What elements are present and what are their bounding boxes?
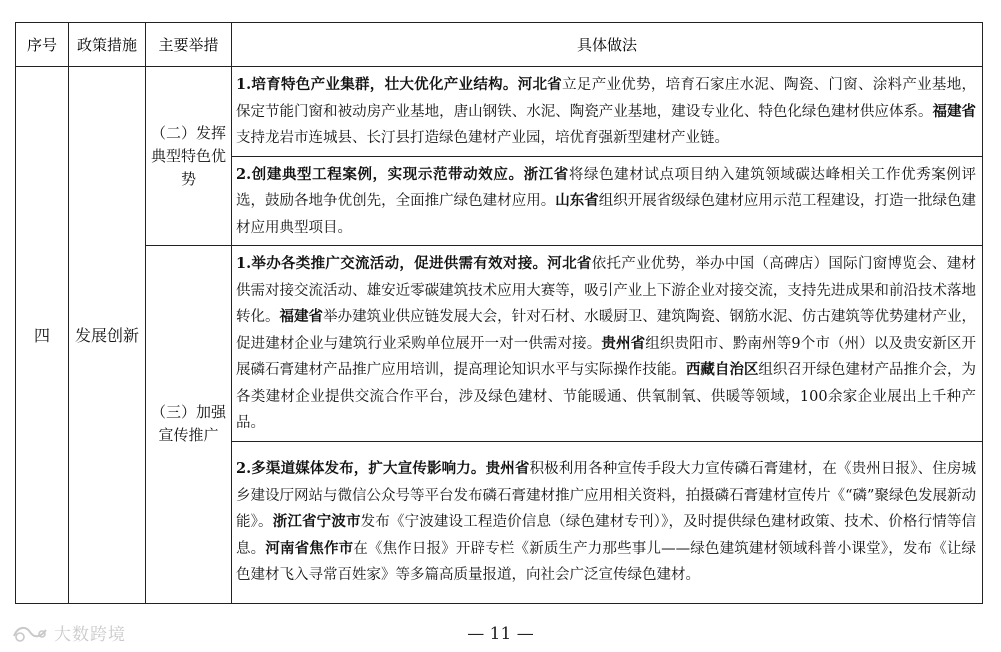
detail-bold-segment: 2.多渠道媒体发布，扩大宣传影响力。: [236, 460, 486, 478]
measure-title-text: （三）加强宣传推广: [150, 403, 226, 445]
section-number: 四: [16, 67, 69, 604]
detail-bold-segment: 1.举办各类推广交流活动，促进供需有效对接。: [236, 255, 548, 272]
measure-title: [146, 246, 232, 604]
header-detail: 具体做法: [232, 23, 983, 67]
detail-bold-segment: 西藏自治区: [685, 361, 759, 378]
detail-text: [232, 67, 982, 156]
detail-cell: [232, 67, 983, 157]
detail-segment: 组织贵阳市、黔南州等9个市（州）以及贵安新区开展磷石膏建材产品推广应用培训，提高理论知识水平与实际操作技能。: [236, 335, 977, 378]
detail-cell: [232, 156, 983, 246]
detail-bold-segment: 河南省焦作市: [265, 539, 354, 557]
table-row: [16, 67, 983, 157]
detail-bold-segment: 2.创建典型工程案例，实现示范带动效应。: [236, 165, 524, 183]
detail-bold-segment: 河北省: [517, 76, 563, 93]
detail-bold-segment: 1.培育特色产业集群，壮大优化产业结构。: [236, 76, 518, 93]
detail-segment: 举办建筑业供应链发展大会，针对石材、水暖厨卫、建筑陶瓷、钢筋水泥、仿古建筑等优势建材产业，促进建材企业与建筑行业采购单位展开一对一供需对接。: [236, 309, 976, 352]
detail-bold-segment: 浙江省宁波市: [272, 513, 361, 531]
policy-table: [15, 22, 983, 604]
detail-bold-segment: 河北省: [547, 255, 592, 272]
detail-segment: 支持龙岩市连城县、长汀县打造绿色建材产业园，培优育强新型建材产业链。: [236, 130, 729, 146]
section-policy: 发展创新: [69, 67, 146, 604]
detail-segment: 积极利用各种宣传手段大力宣传磷石膏建材，在《贵州日报》、住房城乡建设厅网站与微信公众号等平台发布磷石膏建材推广应用相关资料，拍摄磷石膏建材宣传片《“磷”聚绿色发展新动能》。: [236, 461, 977, 531]
header-measure: 主要举措: [146, 23, 232, 67]
page-number: — 11 —: [467, 624, 534, 644]
detail-segment: 发布《宁波建设工程造价信息（绿色建材专刊）》，及时提供绿色建材政策、技术、价格行情等信息。: [236, 514, 977, 557]
detail-segment: 组织召开绿色建材产品推介会，为各类建材企业提供交流合作平台，涉及绿色建材、节能暖通、供氧制氧、供暖等领域，100余家企业展出上千种产品。: [236, 362, 977, 431]
detail-text: [232, 246, 982, 441]
header-serial: 序号: [16, 23, 69, 67]
detail-bold-segment: 浙江省: [523, 165, 569, 183]
detail-segment: 将绿色建材试点项目纳入建筑领域碳达峰相关工作优秀案例评选，鼓励各地争优创先，全面推广绿色建材应用。: [236, 166, 977, 209]
detail-cell: [232, 246, 983, 442]
detail-bold-segment: 山东省: [555, 192, 599, 209]
header-policy: 政策措施: [69, 23, 146, 67]
table-row: [16, 246, 983, 442]
detail-segment: 立足产业优势，培育石家庄水泥、陶瓷、门窗、涂料产业基地，保定节能门窗和被动房产业基地，唐山钢铁、水泥、陶瓷产业基地，建设专业化、特色化绿色建材供应体系。: [236, 77, 977, 120]
detail-segment: 组织开展省级绿色建材应用示范工程建设，打造一批绿色建材应用典型项目。: [236, 193, 976, 236]
table-header-row: [16, 23, 983, 67]
watermark-text: 大数跨境: [54, 625, 126, 645]
detail-bold-segment: 福建省: [279, 308, 324, 325]
detail-bold-segment: 福建省: [932, 102, 977, 120]
detail-segment: 在《焦作日报》开辟专栏《新质生产力那些事儿——绿色建筑建材领域科普小课堂》，发布《让绿色建材飞入寻常百姓家》等多篇高质量报道，向社会广泛宣传绿色建材。: [236, 540, 977, 584]
measure-title: [146, 67, 232, 246]
detail-text: [232, 157, 982, 246]
measure-title-text: （二）发挥典型特色优势: [150, 123, 226, 188]
detail-bold-segment: 贵州省: [601, 334, 646, 352]
detail-text: [232, 451, 982, 593]
detail-segment: 依托产业优势，举办中国（高碑店）国际门窗博览会、建材供需对接交流活动、雄安近零碳建筑技术应用大赛等，吸引产业上下游企业对接交流，支持先进成果和前沿技术落地转化。: [236, 256, 977, 325]
detail-cell: [232, 441, 983, 603]
detail-bold-segment: 贵州省: [485, 460, 530, 478]
